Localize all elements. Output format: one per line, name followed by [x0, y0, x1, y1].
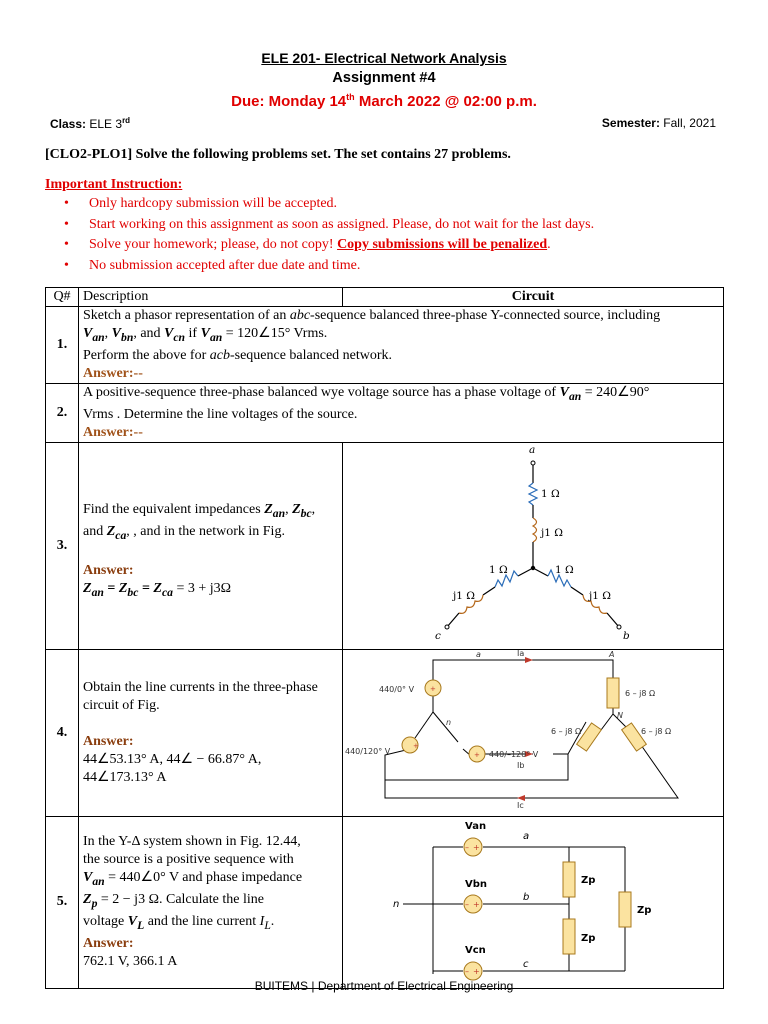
node-b-label: b — [523, 891, 530, 903]
node-n-label: n — [446, 717, 452, 727]
answer-label: Answer: — [83, 733, 134, 749]
answer-value: 44∠173.13° A — [83, 769, 167, 785]
current-ic-label: Ic — [517, 800, 524, 810]
source-a-label: 440/0° V — [379, 684, 415, 694]
node-A-label: A — [609, 649, 615, 659]
due-date: Due: Monday 14th March 2022 @ 02:00 p.m. — [231, 92, 537, 110]
label-vcn: Vcn — [465, 944, 486, 956]
circuit-y-delta — [343, 816, 724, 988]
table-row — [46, 383, 724, 442]
wye-circuit-diagram — [343, 443, 723, 643]
label-1ohm-right: 1 Ω — [555, 563, 574, 576]
question-1: Sketch a phasor representation of an abc-sequence balanced three-phase Y-connected source, including $V_{an}$, $V_{bn}$, and $V_{cn}$ if $V_{an}$ = 120∠15° Vrms. Perform the above for acb-sequence balanced network. Answer:-- — [79, 307, 724, 384]
svg-text:+: + — [474, 750, 480, 759]
label-zp: Zp — [581, 874, 596, 886]
instruction-list — [62, 196, 594, 278]
instruction-item: • Start working on this assignment as soon as assigned. Please, do not wait for the last days. — [62, 217, 594, 238]
question-number: 3. — [46, 442, 79, 649]
current-ia-label: Ia — [517, 649, 525, 658]
question-5: In the Y-Δ system shown in Fig. 12.44, the source is a positive sequence with $V_{an}$ = 440∠0° V and phase impedance $Z_p = 2 - j3$ Ω. Calculate the line voltage $V_L$ and the line current $I_L$. Answer: 762.1 V, 366.1 A — [79, 816, 343, 988]
footer: BUITEMS | Department of Electrical Engineering — [254, 979, 514, 993]
instruction-item: • Only hardcopy submission will be accepted. — [62, 196, 594, 217]
node-c-label: c — [523, 958, 529, 970]
assignment-title: Assignment #4 — [332, 70, 436, 86]
label-zp: Zp — [581, 932, 596, 944]
svg-text:+: + — [413, 741, 419, 750]
label-j1ohm-right: j1 Ω — [589, 589, 611, 602]
label-j1ohm: j1 Ω — [541, 526, 563, 539]
table-row — [46, 442, 724, 649]
instruction-heading: Important Instruction: — [45, 177, 183, 192]
label-van: Van — [465, 820, 487, 832]
answer-label: Answer: — [83, 935, 134, 951]
question-3: Find the equivalent impedances $Z_{an}$, $Z_{bc}$, and $Z_{ca}$, , and in the network in Fig. Answer: $Z_{an} = Z_{bc} = Z_{ca} = 3 + j3\Omega$ — [79, 442, 343, 649]
answer-label: Answer:-- — [83, 365, 143, 381]
svg-text:+: + — [473, 842, 480, 852]
col-circuit: Circuit — [343, 288, 724, 307]
table-row — [46, 649, 724, 816]
question-number: 1. — [46, 307, 79, 384]
course-title: ELE 201- Electrical Network Analysis — [261, 50, 507, 66]
question-number: 2. — [46, 383, 79, 442]
source-b-label: 440/120° V — [345, 746, 391, 756]
current-ib-label: Ib — [517, 760, 525, 770]
source-c-label: 440/–120° V — [489, 749, 539, 759]
line-current-circuit-diagram — [343, 650, 723, 810]
problems-table — [45, 287, 724, 989]
node-a-label: a — [523, 830, 530, 842]
svg-text:–: – — [465, 842, 469, 852]
impedance-label: 6 – j8 Ω — [551, 726, 582, 736]
col-q: Q# — [46, 288, 79, 307]
node-b-label: b — [623, 629, 630, 642]
label-zp: Zp — [637, 904, 652, 916]
class-info: Class: ELE 3rd — [50, 116, 131, 131]
node-N-label: N — [617, 710, 623, 720]
answer-value: 44∠53.13° A, 44∠ − 66.87° A, — [83, 751, 262, 767]
label-1ohm-left: 1 Ω — [489, 563, 508, 576]
label-j1ohm-left: j1 Ω — [453, 589, 475, 602]
answer-label: Answer: — [83, 563, 134, 579]
circuit-wye-delta — [343, 649, 724, 816]
node-c-label: c — [435, 629, 441, 642]
label-vbn: Vbn — [465, 878, 488, 890]
col-description: Description — [79, 288, 343, 307]
node-n-label: n — [393, 898, 400, 910]
svg-text:–: – — [465, 966, 469, 976]
table-row — [46, 816, 724, 988]
node-a-label: a — [529, 443, 536, 456]
table-header-row — [46, 288, 724, 307]
y-delta-circuit-diagram — [343, 817, 723, 982]
label-1ohm: 1 Ω — [541, 487, 560, 500]
table-row — [46, 307, 724, 384]
svg-text:+: + — [473, 899, 480, 909]
question-2: A positive-sequence three-phase balanced wye voltage source has a phase voltage of $V_{an}$ = 240∠90° Vrms . Determine the line voltages of the source. Answer:-- — [79, 383, 724, 442]
answer-value: 762.1 V, 366.1 A — [83, 953, 178, 969]
impedance-label: 6 – j8 Ω — [641, 726, 672, 736]
node-a-label: a — [476, 649, 481, 659]
question-number: 5. — [46, 816, 79, 988]
svg-text:+: + — [430, 684, 436, 693]
answer-label: Answer:-- — [83, 424, 143, 440]
clo-statement: [CLO2-PLO1] Solve the following problems set. The set contains 27 problems. — [45, 147, 511, 162]
instruction-item: • Solve your homework; please, do not copy! Copy submissions will be penalized. — [62, 237, 594, 258]
circuit-wye-impedance — [343, 442, 724, 649]
impedance-label: 6 – j8 Ω — [625, 688, 656, 698]
semester-info: Semester: Fall, 2021 — [601, 116, 716, 130]
svg-text:+: + — [473, 966, 480, 976]
svg-text:–: – — [465, 899, 469, 909]
instruction-item: • No submission accepted after due date and time. — [62, 258, 594, 279]
question-number: 4. — [46, 649, 79, 816]
question-4: Obtain the line currents in the three-phase circuit of Fig. Answer: 44∠53.13° A, 44∠ − 66.87° A, 44∠173.13° A — [79, 649, 343, 816]
